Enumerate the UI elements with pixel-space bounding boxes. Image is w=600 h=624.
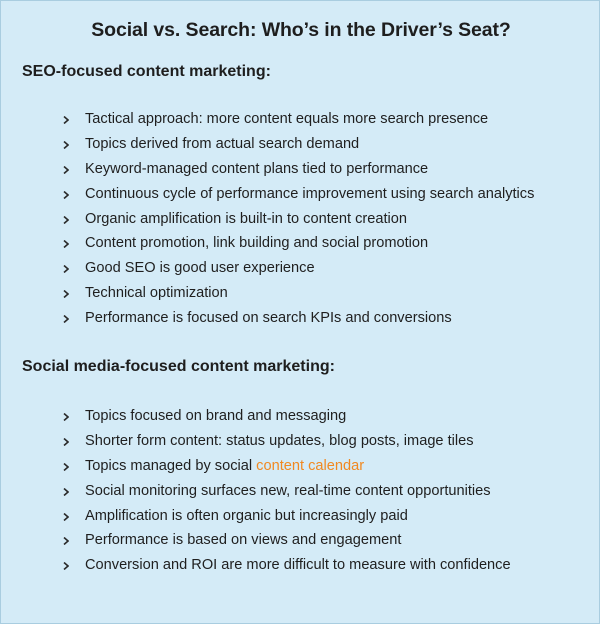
chevron-right-icon: [61, 132, 73, 157]
list-item-prefix: Topics managed by social: [85, 457, 257, 474]
list-item-text: Topics focused on brand and messaging: [85, 408, 347, 424]
page-title: Social vs. Search: Who’s in the Driver’s Seat?: [91, 19, 511, 41]
list-item-text: Content promotion, link building and social promotion: [85, 235, 429, 252]
list-item-text: Amplification is often organic but increasingly paid: [85, 507, 408, 524]
list-item-text: Conversion and ROI are more difficult to measure with confidence: [85, 557, 511, 574]
list-item-text: Performance is focused on search KPIs and conversions: [85, 310, 452, 327]
list-item-text: Continuous cycle of performance improvement using search analytics: [85, 185, 535, 202]
seo-section-heading: SEO-focused content marketing:: [22, 63, 271, 80]
chevron-right-icon: [61, 454, 73, 479]
chevron-right-icon: [61, 479, 73, 504]
list-item-text: Performance is based on views and engagement: [85, 532, 402, 549]
chevron-right-icon: [61, 256, 73, 281]
list-item-text: Social monitoring surfaces new, real-time content opportunities: [85, 482, 491, 499]
chevron-right-icon: [61, 207, 73, 232]
list-item-text: [85, 454, 364, 479]
chevron-right-icon: [61, 528, 73, 553]
list-item-text: Good SEO is good user experience: [85, 260, 315, 277]
chevron-right-icon: [61, 504, 73, 529]
list-item-text: Organic amplification is built-in to content creation: [85, 210, 408, 227]
chevron-right-icon: [61, 404, 73, 429]
chevron-right-icon: [61, 429, 73, 454]
chevron-right-icon: [61, 553, 73, 578]
chevron-right-icon: [61, 231, 73, 256]
chevron-right-icon: [61, 157, 73, 182]
chevron-right-icon: [61, 182, 73, 207]
content-calendar-link[interactable]: content calendar: [256, 457, 365, 474]
chevron-right-icon: [61, 107, 73, 132]
list-item-text: Keyword-managed content plans tied to performance: [85, 160, 429, 177]
list-item-text: Technical optimization: [85, 285, 228, 302]
list-item-text: Tactical approach: more content equals more search presence: [85, 111, 489, 127]
list-item-text: Shorter form content: status updates, blog posts, image tiles: [85, 432, 474, 449]
social-section-heading: Social media-focused content marketing:: [22, 358, 335, 375]
chevron-right-icon: [61, 281, 73, 306]
list-item-text: Topics derived from actual search demand: [85, 135, 360, 152]
chevron-right-icon: [61, 306, 73, 331]
